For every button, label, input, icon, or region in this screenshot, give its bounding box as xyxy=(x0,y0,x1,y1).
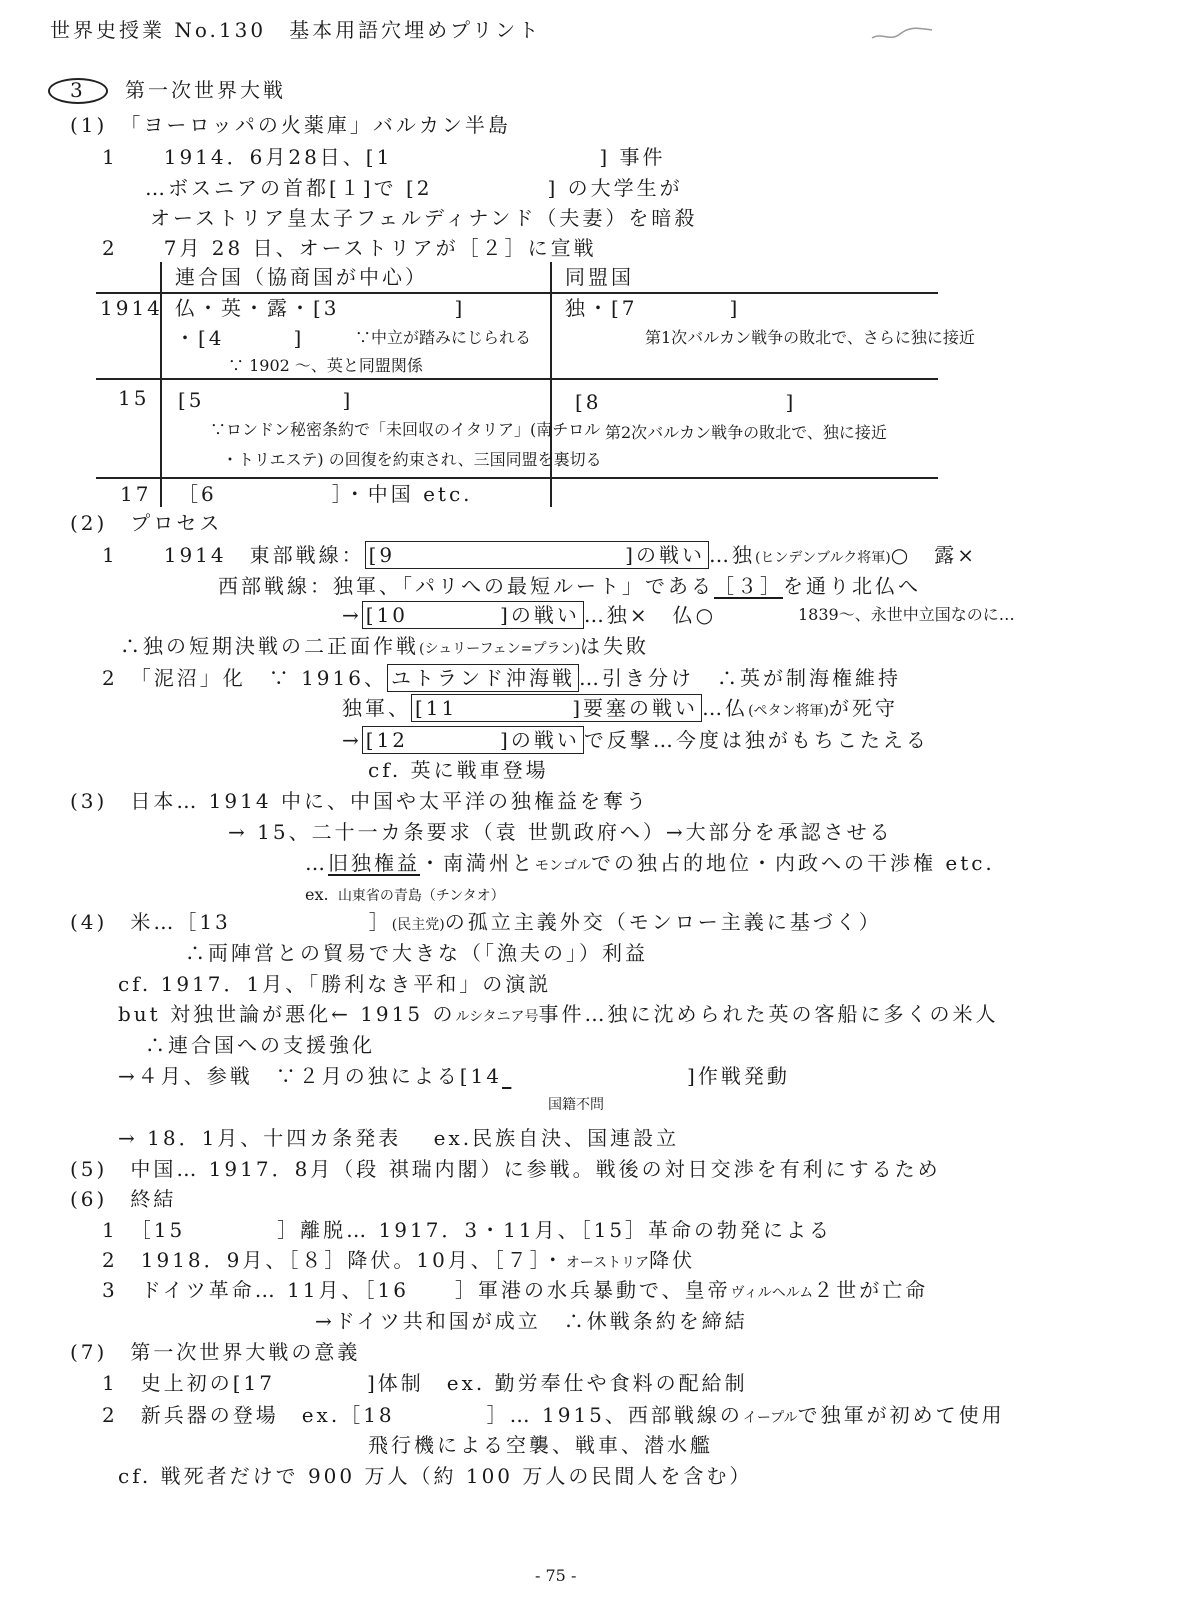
table-row-allies-note: ∵中立が踏みにじられる xyxy=(355,328,532,347)
table-row-allies: ［6 ］・中国 etc. xyxy=(178,482,473,506)
table-row-year: 1914 xyxy=(100,296,163,320)
blank-box: [11 ]要塞の戦い xyxy=(411,694,702,722)
part4-line5: ∴連合国への支援強化 xyxy=(145,1033,375,1057)
part2-line2: 西部戦線：独軍、「パリへの最短ルート」である［３］を通り北仏へ xyxy=(218,574,921,598)
part6-line1: 1 ［15 ］離脱… 1917．3・11月、［15］革命の勃発による xyxy=(102,1218,833,1242)
part6-heading: (6) 終結 xyxy=(70,1187,177,1211)
part2-line3: → [10 ]の戦い …独× 仏○ xyxy=(342,603,717,627)
blank-box: ユトランド沖海戦 xyxy=(387,664,579,692)
table-rule-top xyxy=(96,292,938,294)
part4-line7: → 18．1月、十四カ条発表 ex.民族自決、国連設立 xyxy=(118,1126,680,1150)
underlined-term: ［３］ xyxy=(714,574,783,598)
table-row-central: [8 ] xyxy=(575,390,797,414)
part4-line6-note: 国籍不問 xyxy=(548,1097,604,1113)
part7-line4: cf. 戦死者だけで 900 万人（約 100 万人の民間人を含む） xyxy=(118,1464,753,1488)
part2-heading: (2) プロセス xyxy=(70,511,223,535)
section-title: 第一次世界大戦 xyxy=(125,78,286,102)
part4-line4: but 対独世論が悪化← 1915 のルシタニア号事件…独に沈められた英の客船に多くの米人 xyxy=(118,1002,999,1026)
part5-line1: (5) 中国… 1917．8月（段 祺瑞内閣）に参戦。戦後の対日交渉を有利にするため xyxy=(70,1157,941,1181)
table-rule-row1 xyxy=(96,378,938,380)
part2-line3-note: 1839～、永世中立国なのに… xyxy=(798,605,1015,624)
part2-line6: 独軍、 [11 ]要塞の戦い …仏(ペタン将軍)が死守 xyxy=(342,696,898,720)
part7-line2: 2 新兵器の登場 ex.［18 ］… 1915、西部戦線のイープルで独軍が初めて使用 xyxy=(102,1403,1005,1427)
blank-box: [12 ]の戦い xyxy=(362,726,584,754)
table-row-central: 独・[7 ] xyxy=(565,296,741,320)
handwritten-mark xyxy=(868,22,938,46)
blank-underline xyxy=(502,1066,572,1086)
part6-line2: 2 1918．9月、［８］降伏。10月、［７］・オーストリア降伏 xyxy=(102,1248,696,1272)
table-row-allies: 仏・英・露・[3 ] xyxy=(175,296,466,320)
part2-line7: → [12 ]の戦い で反撃…今度は独がもちこたえる xyxy=(342,728,929,752)
part3-line1: (3) 日本… 1914 中に、中国や太平洋の独権益を奪う xyxy=(70,789,649,813)
part2-line8: cf. 英に戦車登場 xyxy=(368,758,549,782)
section-number: 3 xyxy=(70,78,86,102)
table-row-central-note: 第1次バルカン戦争の敗北で、さらに独に接近 xyxy=(645,328,975,347)
part1-item2: 2 7月 28 日、オーストリアが［２］に宣戦 xyxy=(102,236,597,260)
part3-line4: ex. 山東省の青島（チンタオ） xyxy=(305,885,505,904)
part4-line1: (4) 米…［13 ］(民主党)の孤立主義外交（モンロー主義に基づく） xyxy=(70,910,882,934)
table-row-allies-note: ∵ロンドン秘密条約で「未回収のイタリア」(南チロル xyxy=(210,420,601,439)
underlined-term: 旧独権益 xyxy=(328,851,420,875)
part1-item1-line1: 1 1914．6月28日、[1 ] 事件 xyxy=(102,145,666,169)
part4-line6: →４月、参戦 ∵２月の独による[14 ]作戦発動 xyxy=(118,1064,790,1088)
part4-line2: ∴両陣営との貿易で大きな（「漁夫の」）利益 xyxy=(185,941,648,965)
table-row-allies-line2: ・[4 ] xyxy=(175,326,305,350)
part2-line1: 1 1914 東部戦線： [9 ]の戦い …独(ヒンデンブルク将軍)○ 露× xyxy=(102,543,977,567)
part3-line2: → 15、二十一カ条要求（袁 世凱政府へ）→大部分を承認させる xyxy=(228,820,893,844)
part1-item1-line3: オーストリア皇太子フェルディナンド（夫妻）を暗殺 xyxy=(150,206,698,230)
part7-heading: (7) 第一次世界大戦の意義 xyxy=(70,1340,361,1364)
part6-line4: →ドイツ共和国が成立 ∴休戦条約を締結 xyxy=(315,1309,748,1333)
blank-box: [10 ]の戦い xyxy=(362,601,584,629)
part4-line3: cf. 1917．1月、「勝利なき平和」の演説 xyxy=(118,972,552,996)
worksheet-title: 世界史授業 No.130 基本用語穴埋めプリント xyxy=(50,18,542,42)
table-row-year: 15 xyxy=(118,386,150,410)
table-row-central-note: 第2次バルカン戦争の敗北で、独に接近 xyxy=(605,423,887,442)
part1-heading: (1) 「ヨーロッパの火薬庫」バルカン半島 xyxy=(70,113,511,137)
part2-line4: ∴独の短期決戦の二正面作戦(シュリーフェン=プラン)は失敗 xyxy=(120,634,649,658)
table-row-allies: [5 ] xyxy=(178,388,354,412)
table-rule-middle-col xyxy=(550,262,552,507)
table-header-allies: 連合国（協商国が中心） xyxy=(175,265,428,289)
table-header-central: 同盟国 xyxy=(565,265,634,289)
page-number: - 75 - xyxy=(535,1566,577,1585)
part7-line1: 1 史上初の[17 ]体制 ex. 勤労奉仕や食料の配給制 xyxy=(102,1371,748,1395)
table-rule-row2 xyxy=(96,477,938,479)
blank-box: [9 ]の戦い xyxy=(365,541,709,569)
part7-line3: 飛行機による空襲、戦車、潜水艦 xyxy=(368,1433,713,1457)
part6-line3: 3 ドイツ革命… 11月、［16 ］軍港の水兵暴動で、皇帝ヴィルヘルム２世が亡命 xyxy=(102,1278,929,1302)
table-row-year: 17 xyxy=(120,482,152,506)
table-row-allies-note: ∵ 1902 ～、英と同盟関係 xyxy=(228,356,423,375)
part1-item1-line2: …ボスニアの首都[１]で [2 ] の大学生が xyxy=(145,176,683,200)
table-row-allies-note: ・トリエステ) の回復を約束され、三国同盟を裏切る xyxy=(222,450,602,469)
part3-line3: …旧独権益・南満州とモンゴルでの独占的地位・内政への干渉権 etc. xyxy=(305,851,995,875)
part2-line5: 2 「泥沼」化 ∵ 1916、 ユトランド沖海戦 …引き分け ∴英が制海権維持 xyxy=(102,666,901,690)
